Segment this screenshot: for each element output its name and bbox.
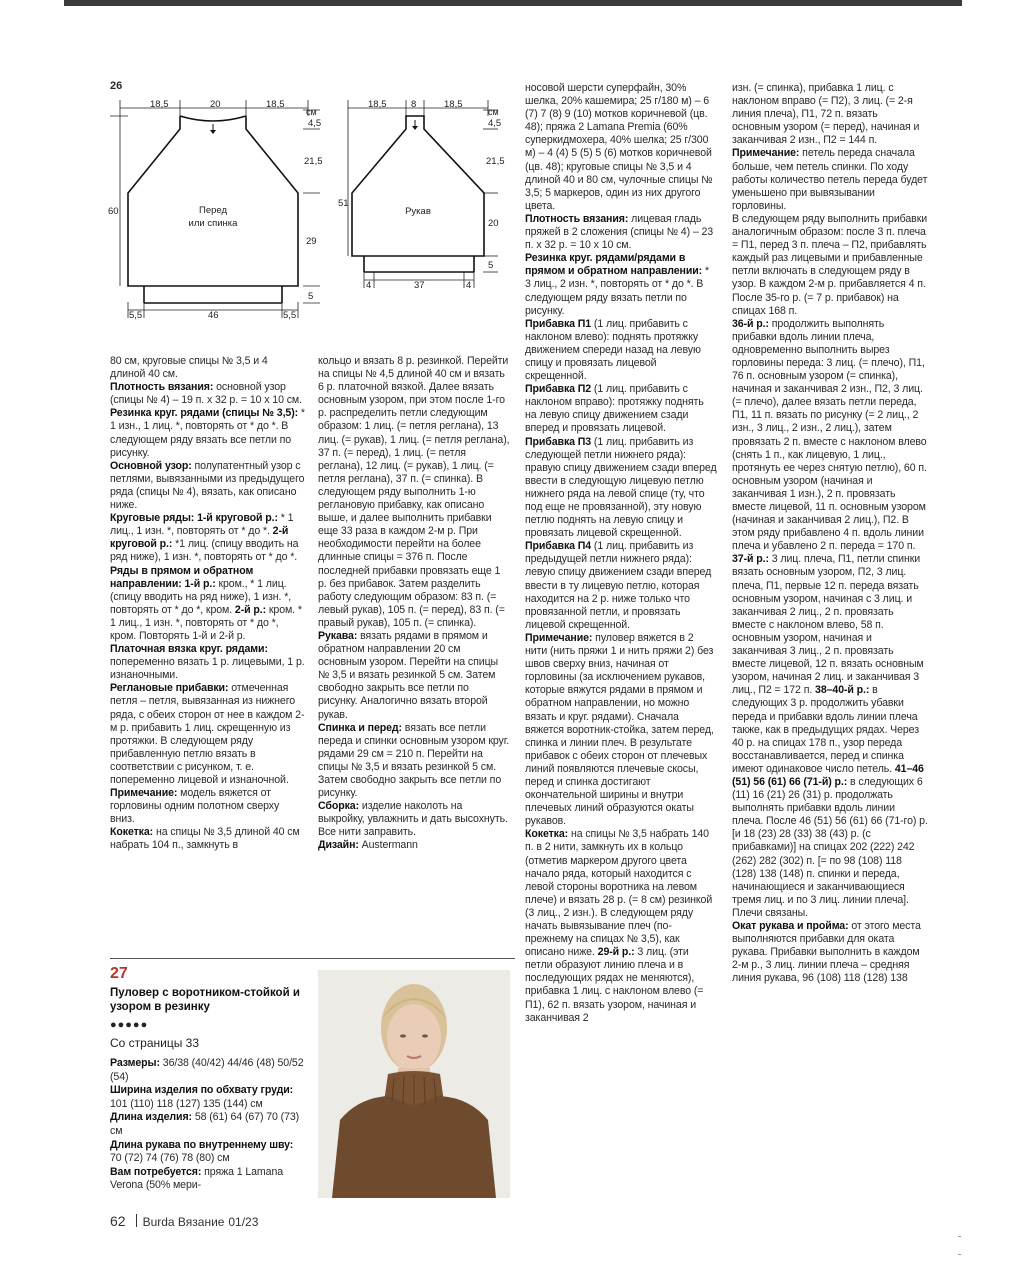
paragraph: Кокетка: на спицы № 3,5 длиной 40 см набрать 104 п., замкнуть в xyxy=(110,826,300,852)
paragraph: Рукава: вязать рядами в прямом и обратном направлении 20 см основным узором. Перейти на спицы № 3,5 и вязать резинкой 5 см. Затем свободно закрыть все петли по рисунку. Аналогично вязать второй рукав. xyxy=(318,629,499,721)
dim-label: 5 xyxy=(308,291,314,302)
dim-label: 18,5 xyxy=(150,99,169,110)
section-divider xyxy=(110,958,515,959)
dim-label: 4 xyxy=(466,280,472,291)
dim-label: 20 xyxy=(488,218,499,229)
paragraph: Круговые ряды: 1-й круговой р.: * 1 лиц., 1 изн. *, повторять от * до *. 2-й круговой р.: *1 лиц. (спицу вводить на ряд ниже), 1 изн. *, повторять от * до *. xyxy=(110,512,299,564)
page-edge-mark xyxy=(958,1236,961,1237)
paragraph: Резинка круг. рядами/рядами в прямом и обратном направлении: * 3 лиц., 2 изн. *, повторять от * до *. В следующем ряду вязать петли по рисунку. xyxy=(525,252,709,317)
page-number: 62 xyxy=(110,1213,126,1229)
paragraph: Прибавка П4 (1 лиц. прибавить из предыдущей петли нижнего ряда): левую спицу движением сзади вперед ввести в ту лицевую петлю, которая находится на 2 р. ниже только что провязанной петли, и провязать лицевой скрещенной. xyxy=(525,540,712,631)
text-column-3 xyxy=(525,82,717,1025)
unit-label: см xyxy=(306,107,317,117)
paragraph: Основной узор: полупатентный узор с петлями, вывязанными из предыдущего ряда (спицы № 4), вязать, как описано ниже. xyxy=(110,459,305,512)
difficulty-rating: ●●●●● xyxy=(110,1019,149,1031)
paragraph: 80 см, круговые спицы № 3,5 и 4 длиной 40 см. xyxy=(110,355,268,381)
section-number-27: 27 xyxy=(110,965,128,982)
paragraph: Сборка: изделие наколоть на выкройку, увлажнить и дать высохнуть. Все нити заправить. xyxy=(318,800,508,839)
dim-label: 5 xyxy=(488,260,494,271)
paragraph: изн. (= спинка), прибавка 1 лиц. с наклоном вправо (= П2), 3 лиц. (= 2-я линия плеча), П1, 72 п. вязать основным узором (= перед), начиная и заканчивая 2 изн., П2 = 144 п. xyxy=(732,82,920,147)
paragraph: Примечание: пуловер вяжется в 2 нити (нить пряжи 1 и нить пряжи 2) без швов сверху вниз, начиная от горловины (за исключением рукавов, которые вяжутся рядами в прямом и обратном направлении, но можно вязать и круг. рядами). Сначала вяжется воротник-стойка, затем перед, спинка и линии плеч. В результате прибавок с обеих сторон от плечевых линий появляются плечевые скосы, перед и спинка достигают окончательной ширины и внутри плечевых линий образуются окаты рукавов. xyxy=(525,631,714,828)
paragraph: Прибавка П3 (1 лиц. прибавить из следующей петли нижнего ряда): правую спицу движением сзади вперед ввести в следующую лицевую петлю нижнего ряда на левой спице (ту, что под еще не провязанной), эту новую петлю поднять на левую спицу и провязать лицевой скрещенной. xyxy=(525,435,717,540)
sweater-model-illustration xyxy=(318,970,510,1198)
piece-label: Рукав xyxy=(405,206,431,217)
paragraph: Ряды в прямом и обратном направлении: 1-й р.: кром., * 1 лиц. (спицу вводить на ряд ниже), 1 изн. *, повторять от * до *, кром. 2-й р.: кром. * 1 лиц., 1 изн. *, повторять от * до *, кром. Повторять 1-й и 2-й р. xyxy=(110,564,302,642)
paragraph: носовой шерсти суперфайн, 30% шелка, 20% кашемира; 25 г/180 м) – 6 (7) 7 (8) 9 (10) мотков коричневой (цв. 48); пряжа 2 Lamana Premia (60% суперкидмохера, 40% шелка; 25 г/300 м) – 4 (4) 5 (5) 5 (6) мотков коричневой (цв. 48); круговые спицы № 3,5 и 4 длиной 40 и 80 см, чулочные спицы № 3,5; 5 маркеров, один из них другого цвета. xyxy=(525,82,713,212)
paragraph: Спинка и перед: вязать все петли переда и спинки основным узором круг. рядами 29 см = 210 п. Перейти на спицы № 3,5 и вязать резинкой 5 см. Затем свободно закрыть все петли по рисунку. xyxy=(318,721,510,800)
paragraph: Кокетка: на спицы № 3,5 набрать 140 п. в 2 нити, замкнуть их в кольцо (отметив маркером другого цвета начало ряда, который находится с левой стороны воротника на левом плече) и вязать 28 р. (= 8 см) резинкой (3 лиц., 2 изн.). В следующем ряду начать вывязывание плеч (по-прежнему на спицах № 3,5), как описано ниже. 29-й р.: 3 лиц. (эти петли образуют линию плеча и в последующих рядах не меняются), прибавка 1 лиц. с наклоном влево (= П1), 62 п. вязать узором, начиная и заканчивая 2 xyxy=(525,828,713,1024)
page-edge-mark xyxy=(958,1254,961,1255)
paragraph: Платочная вязка круг. рядами: попеременно вязать 1 р. лицевыми, 1 р. изнаночными. xyxy=(110,643,305,682)
dim-label: 5,5 xyxy=(129,310,143,321)
dim-label: 8 xyxy=(411,99,417,110)
paragraph: Прибавка П2 (1 лиц. прибавить с наклоном вправо): протяжку поднять на левую спицу движением сзади вперед и провязать лицевой. xyxy=(525,383,704,435)
dim-label: 18,5 xyxy=(266,99,285,110)
dim-label: 46 xyxy=(208,310,219,321)
paragraph: Прибавка П1 (1 лиц. прибавить с наклоном влево): поднять протяжку движением спереди назад на левую спицу и провязать лицевой скрещенной. xyxy=(525,317,701,383)
dim-label: 4 xyxy=(366,280,372,291)
pattern-title: Пуловер с воротником-стойкой и узором в резинку xyxy=(110,987,300,1013)
paragraph: Резинка круг. рядами (спицы № 3,5): * 1 изн., 1 лиц. *, повторять от * до *. В следующем ряду вязать все петли по рисунку. xyxy=(110,407,305,459)
paragraph: В следующем ряду выполнить прибавки аналогичным образом: после 3 п. плеча = П1, перед 3 п. плеча – П2, прибавлять каждый раз лицевыми и прибавленные петли включать в следующем ряду в узор. В каждом 2-м р. прибавляется 4 п. После 35-го р. (= 7 р. прибавок) на спицах 168 п. xyxy=(732,212,928,317)
text-column-1 xyxy=(110,355,305,853)
model-photo xyxy=(318,970,510,1198)
piece-label: или спинка xyxy=(188,218,238,229)
unit-label: см xyxy=(488,107,499,117)
front-back-diagram xyxy=(108,96,328,350)
footer-divider xyxy=(136,1214,137,1227)
paragraph: Окат рукава и пройма: от этого места выполняются прибавки для оката рукава. Прибавки выполнить в каждом 2-м р., 3 лиц. линии плеча – средняя линия рукава, 96 (108) 118 (128) 138 xyxy=(732,920,921,985)
dim-label: 29 xyxy=(306,236,317,247)
paragraph: кольцо и вязать 8 р. резинкой. Перейти на спицы № 4,5 длиной 40 см и вязать 6 р. платочной вязкой. Далее вязать основным узором, при этом после 1-го р. распределить петли следующим образом: 1 лиц. (= петля реглана), 13 лиц. (= рукав), 1 лиц. (= петля реглана), 37 п. (= перед), 1 лиц. (= петля реглана), 12 лиц. (= рукав), 1 лиц. (= петля реглана), 37 п. (= спинка). В следующем ряду выполнить 1-ю реглановую прибавку, как описано выше, и далее выполнить прибавки еще 33 раза в каждом 2-м р. При необходимости перейти на более длинные спицы = 376 п. После последней прибавки провязать еще 1 р. без прибавок. Затем разделить работу следующим образом: 83 п. (= левый рукав), 105 п. (= перед), 83 п. (= правый рукав), 105 п. (= спинка). xyxy=(318,355,510,629)
text-column-4 xyxy=(732,82,928,985)
paragraph: Вам потребуется: пряжа 1 Lamana Verona (50% мери- xyxy=(110,1165,284,1192)
dim-label: 4,5 xyxy=(488,118,502,129)
paragraph: Примечание: модель вяжется от горловины одним полотном сверху вниз. xyxy=(110,787,280,826)
section-number-26: 26 xyxy=(110,80,123,92)
paragraph: Длина изделия: 58 (61) 64 (67) 70 (73) см xyxy=(110,1111,300,1137)
paragraph: 36-й р.: продолжить выполнять прибавки вдоль линии плеча, одновременно выполнить вырез горловины переда: 3 лиц. (= плечо), П1, 76 п. основным узором (= спинка), начиная и заканчивая 2 изн., П2, 3 лиц. (= плечо), далее вязать петли переда, П1, 11 п. вязать по рисунку (= 2 лиц., 2 изн., 3 лиц., 2 изн., 2 лиц.), затем провязать 2 п. вместе с наклоном влево (снять 1 п., как лицевую, 1 лиц., протянуть ее через снятую петлю), 60 п. основным узором (начиная и заканчивая 1 изн.), 2 п. провязать вместе лицевой, 11 п. основным узором (начиная и заканчивая 2 лиц.), П2. В этом ряду прибавлено 4 п. вдоль линии плеча и убавлено 2 п. переда = 170 п. 37-й р.: 3 лиц. плеча, П1, петли спинки вязать основным узором, П2, 3 лиц. плеча, П1, первые 12 п. переда вязать основным узором, начиная с 3 лиц. и заканчивая 2 лиц., 2 п. провязать вместе с наклоном влево, 58 п. основным узором, начиная и заканчивая 3 лиц., 2 п. провязать вместе лицевой, 12 п. вязать основным узором, начиная 2 лиц. и заканчивая 3 лиц., П2 = 172 п. 38–40-й р.: в следующих 3 р. продолжить убавки переда и прибавки вдоль линии плеча также, как в предыдущих рядах. Через 40 р. на спицах 178 п., узор переда восстанавливается, перед и спинка имеют одинаковое число петель. 41–46 (51) 56 (61) 66 (71-й) р.: в следующих 6 (11) 16 (21) 26 (31) р. продолжать выполнять прибавки вдоль линии плеча. После 46 (51) 56 (61) 66 (71-го) р. [и 18 (23) 28 (33) 38 (43) р. (с прибавками)] на спицах 202 (222) 242 (262) 282 (302) п. [= по 98 (108) 118 (128) 138 (148) п. спинки и переда, начинающиеся и заканчивающиеся тремя лиц. и по 3 лиц. линии плеча]. Плечи связаны. xyxy=(732,317,928,919)
dim-label: 21,5 xyxy=(486,156,505,167)
dim-label: 20 xyxy=(210,99,221,110)
sleeve-diagram xyxy=(338,96,510,292)
issue-number: 01/23 xyxy=(228,1215,259,1229)
dim-label: 37 xyxy=(414,280,425,291)
dim-label: 4,5 xyxy=(308,118,322,129)
magazine-name: Burda Вязание xyxy=(142,1215,225,1229)
paragraph: Плотность вязания: лицевая гладь пряжей в 2 сложения (спицы № 4) – 23 п. х 32 р. = 10 х 10 см. xyxy=(525,212,714,252)
dim-label: 18,5 xyxy=(444,99,463,110)
top-bar xyxy=(64,0,962,6)
paragraph: Размеры: 36/38 (40/42) 44/46 (48) 50/52 (54) xyxy=(110,1057,304,1083)
paragraph: Плотность вязания: основной узор (спицы № 4) – 19 п. х 32 р. = 10 х 10 см. xyxy=(110,381,302,407)
dim-label: 5,5 xyxy=(283,310,297,321)
pattern-specs xyxy=(110,1057,305,1193)
paragraph: Примечание: петель переда сначала больше, чем петель спинки. По ходу работы количество петель переда будет уменьшено при вывязывании горловины. xyxy=(732,147,928,212)
paragraph: Ширина изделия по обхвату груди: 101 (110) 118 (127) 135 (144) см xyxy=(110,1084,294,1110)
paragraph: Дизайн: Austermann xyxy=(318,839,418,852)
text-column-2 xyxy=(318,355,510,853)
dim-label: 21,5 xyxy=(304,156,323,167)
source-page-ref: Со страницы 33 xyxy=(110,1036,200,1050)
dim-label: 18,5 xyxy=(368,99,387,110)
page-footer xyxy=(110,1213,258,1229)
dim-label: 51 xyxy=(338,198,349,209)
paragraph: Длина рукава по внутреннему шву: 70 (72) 74 (76) 78 (80) см xyxy=(110,1138,294,1165)
dim-label: 60 xyxy=(108,206,119,217)
piece-label: Перед xyxy=(198,205,228,216)
paragraph: Реглановые прибавки: отмеченная петля – петля, вывязанная из нижнего ряда, с обеих сторон от нее в каждом 2-м р. прибавить 1 лиц. скрещенную из протяжки. В следующем ряду прибавленную петлю вязать в соответствии с рисунком, т. е. попеременно лицевой и изнаночной. xyxy=(110,682,305,786)
